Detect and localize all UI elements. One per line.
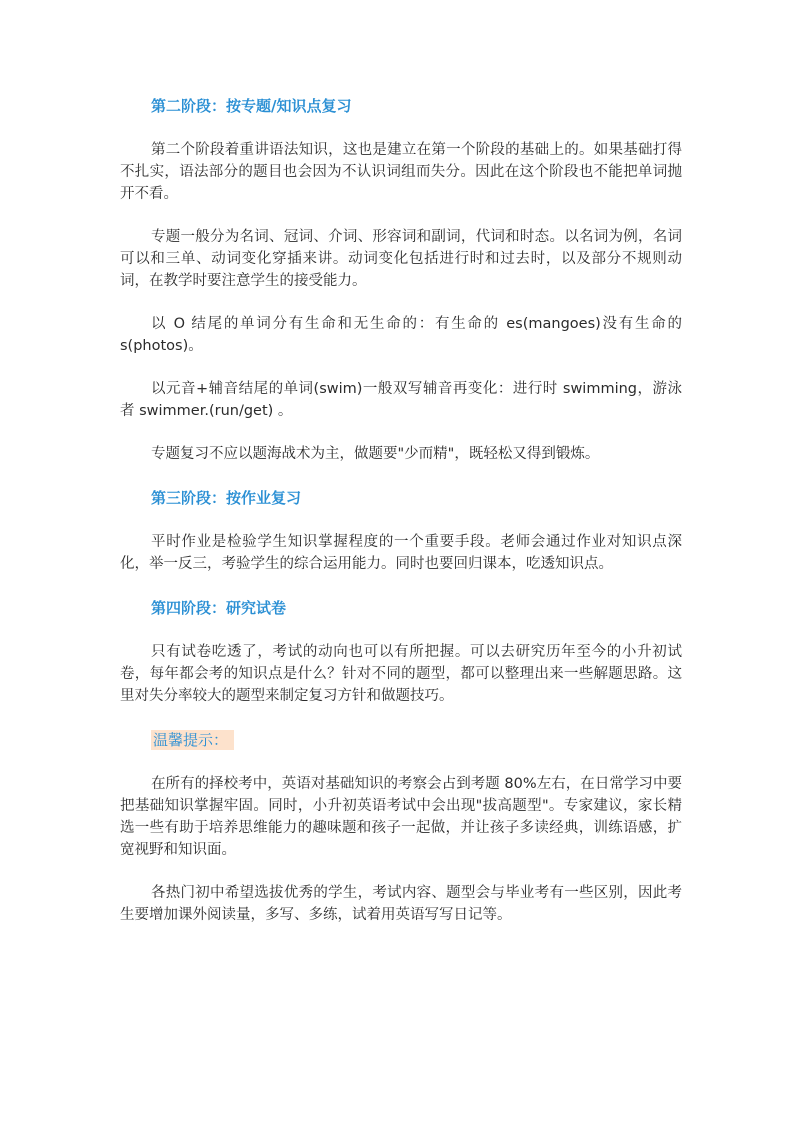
paragraph: 以 O 结尾的单词分有生命和无生命的：有生命的 es(mangoes)没有生命的 s(photos)。: [120, 316, 682, 354]
paragraph: 专题复习不应以题海战术为主，做题要"少而精"，既轻松又得到锻炼。: [151, 446, 600, 462]
paragraph: 第二个阶段着重讲语法知识，这也是建立在第一个阶段的基础上的。如果基础打得不扎实，语法部分的题目也会因为不认识词组而失分。因此在这个阶段也不能把单词抛开不看。: [120, 142, 682, 202]
paragraph: 专题一般分为名词、冠词、介词、形容词和副词，代词和时态。以名词为例，名词可以和三单、动词变化穿插来讲。动词变化包括进行时和过去时，以及部分不规则动词，在教学时要注意学生的接受能力。: [120, 229, 682, 289]
section-heading-stage-2: 第二阶段：按专题/知识点复习: [151, 97, 352, 115]
paragraph: 平时作业是检验学生知识掌握程度的一个重要手段。老师会通过作业对知识点深化，举一反三，考验学生的综合运用能力。同时也要回归课本，吃透知识点。: [120, 534, 682, 572]
paragraph: 以元音+辅音结尾的单词(swim)一般双写辅音再变化：进行时 swimming，游泳者 swimmer.(run/get) 。: [120, 381, 682, 419]
section-heading-stage-4: 第四阶段：研究试卷: [151, 599, 287, 617]
paragraph: 各热门初中希望选拔优秀的学生，考试内容、题型会与毕业考有一些区别，因此考生要增加课外阅读量，多写、多练，试着用英语写写日记等。: [120, 885, 682, 923]
paragraph: 只有试卷吃透了，考试的动向也可以有所把握。可以去研究历年至今的小升初试卷，每年都会考的知识点是什么？针对不同的题型，都可以整理出来一些解题思路。这里对失分率较大的题型来制定复习方针和做题技巧。: [120, 644, 682, 704]
paragraph: 在所有的择校考中，英语对基础知识的考察会占到考题 80%左右，在日常学习中要把基础知识掌握牢固。同时，小升初英语考试中会出现"拔高题型"。专家建议，家长精选一些有助于培养思维能力的趣味题和孩子一起做，并让孩子多读经典，训练语感，扩宽视野和知识面。: [120, 776, 682, 858]
tips-label: 温馨提示：: [151, 730, 234, 750]
tips-heading: [120, 728, 682, 752]
section-heading-stage-3: 第三阶段：按作业复习: [151, 489, 302, 507]
document-page: [120, 94, 682, 926]
